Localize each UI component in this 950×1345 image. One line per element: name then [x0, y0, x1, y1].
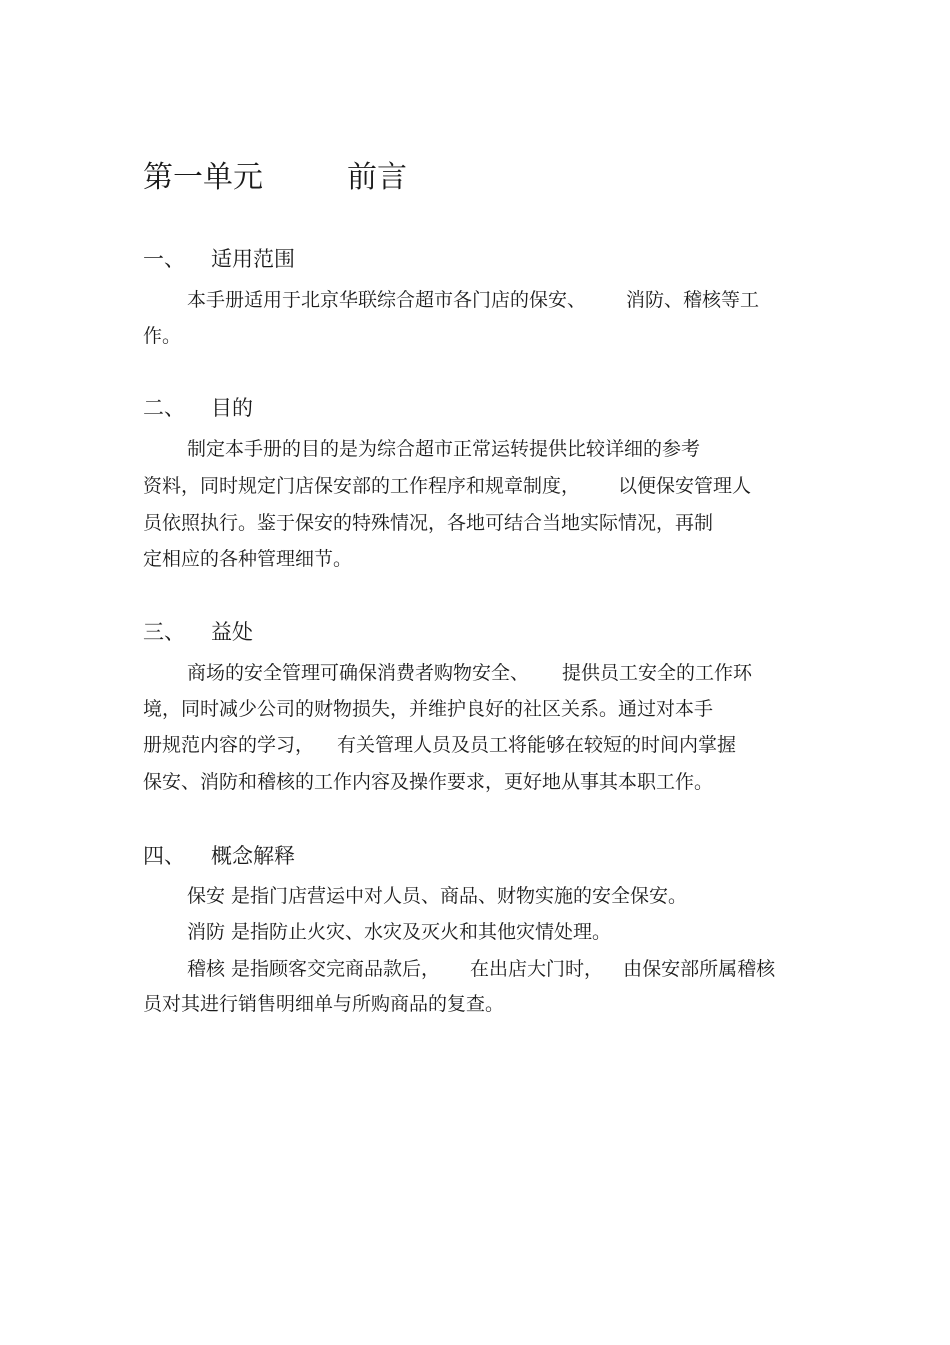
text-run: 资料，同时规定门店保安部的工作程序和规章制度， — [143, 475, 581, 497]
section-heading-3 — [143, 617, 253, 647]
paragraph-line — [143, 695, 713, 723]
paragraph-line — [143, 509, 713, 537]
chapter-number: 第一单元 — [143, 160, 263, 195]
section-number: 一、 — [143, 247, 185, 271]
paragraph-line — [143, 322, 181, 350]
paragraph-line — [187, 918, 611, 946]
text-run: 以便保安管理人 — [618, 475, 752, 497]
section-number: 三、 — [143, 620, 185, 644]
text-run: 由保安部所属稽核 — [623, 958, 776, 980]
section-title: 概念解释 — [211, 844, 295, 868]
chapter-name: 前言 — [347, 160, 407, 195]
paragraph-line — [187, 955, 775, 983]
paragraph-line — [143, 472, 751, 500]
paragraph-line — [143, 731, 736, 759]
text-run: 商场的安全管理可确保消费者购物安全、 — [187, 662, 530, 684]
text-run: 作。 — [143, 325, 182, 347]
section-number: 二、 — [143, 396, 185, 420]
paragraph-line — [187, 435, 700, 463]
paragraph-line — [187, 286, 759, 314]
section-heading-1 — [143, 244, 295, 274]
section-heading-4 — [143, 841, 295, 871]
paragraph-line — [143, 990, 504, 1018]
paragraph-line — [187, 659, 752, 687]
section-number: 四、 — [143, 844, 185, 868]
text-run: 境，同时减少公司的财物损失，并维护良好的社区关系。通过对本手 — [143, 698, 714, 720]
paragraph-line — [187, 882, 687, 910]
text-run: 定相应的各种管理细节。 — [143, 548, 353, 570]
text-run: 提供员工安全的工作环 — [562, 662, 753, 684]
paragraph-line — [143, 545, 352, 573]
text-run: 在出店大门时， — [470, 958, 604, 980]
text-run: 消防、稽核等工 — [626, 289, 760, 311]
text-run: 稽核 是指顾客交完商品款后， — [187, 958, 441, 980]
section-title: 益处 — [211, 620, 253, 644]
text-run: 消防 是指防止火灾、水灾及灭火和其他灾情处理。 — [187, 921, 612, 943]
text-run: 保安、消防和稽核的工作内容及操作要求，更好地从事其本职工作。 — [143, 771, 714, 793]
chapter-title — [143, 158, 407, 198]
text-run: 册规范内容的学习， — [143, 734, 315, 756]
text-run: 员对其进行销售明细单与所购商品的复查。 — [143, 993, 505, 1015]
text-run: 本手册适用于北京华联综合超市各门店的保安、 — [187, 289, 587, 311]
section-heading-2 — [143, 393, 253, 423]
text-run: 员依照执行。鉴于保安的特殊情况，各地可结合当地实际情况，再制 — [143, 512, 714, 534]
text-run: 有关管理人员及员工将能够在较短的时间内掌握 — [337, 734, 737, 756]
text-run: 制定本手册的目的是为综合超市正常运转提供比较详细的参考 — [187, 438, 701, 460]
section-title: 目的 — [211, 396, 253, 420]
paragraph-line — [143, 768, 713, 796]
section-title: 适用范围 — [211, 247, 295, 271]
text-run: 保安 是指门店营运中对人员、商品、财物实施的安全保安。 — [187, 885, 688, 907]
